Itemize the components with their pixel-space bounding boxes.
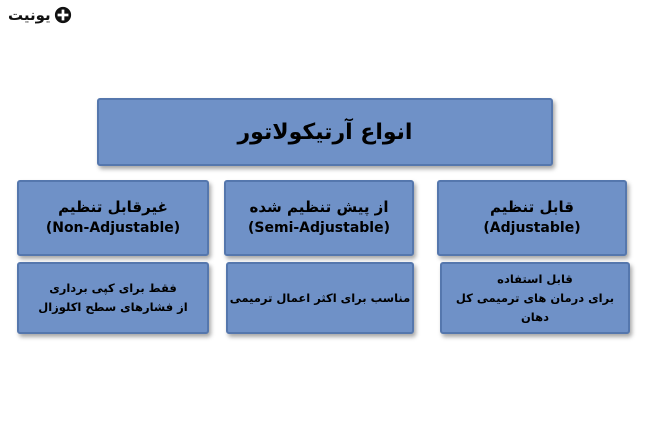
diagram-title: انواع آرتیکولاتور — [237, 119, 413, 145]
description-adjustable — [440, 262, 630, 334]
description-line: فقط برای کپی برداری — [49, 281, 177, 295]
brand-logo — [8, 6, 72, 24]
category-name-en: (Adjustable) — [483, 220, 581, 236]
category-name-en: (Semi-Adjustable) — [248, 220, 390, 236]
category-non-adjustable — [17, 180, 209, 256]
category-semi-adjustable — [224, 180, 414, 256]
description-line: برای درمان های ترمیمی کل دهان — [455, 290, 615, 324]
description-line: قابل استفاده — [497, 271, 573, 286]
category-adjustable — [437, 180, 627, 256]
diagram-title-box — [97, 98, 553, 166]
category-name-fa: از پیش تنظیم شده — [249, 198, 389, 216]
category-name-fa: غیرقابل تنظیم — [58, 198, 168, 216]
description-semi-adjustable — [226, 262, 414, 334]
brand-name: یونیت — [8, 6, 51, 24]
description-non-adjustable — [17, 262, 209, 334]
description-line: از فشارهای سطح اکلوزال — [38, 300, 188, 314]
description-line: مناسب برای اکثر اعمال ترمیمی — [229, 290, 411, 305]
category-name-fa: قابل تنظیم — [490, 198, 574, 216]
brand-plus-icon — [54, 6, 72, 24]
category-name-en: (Non-Adjustable) — [45, 220, 181, 236]
